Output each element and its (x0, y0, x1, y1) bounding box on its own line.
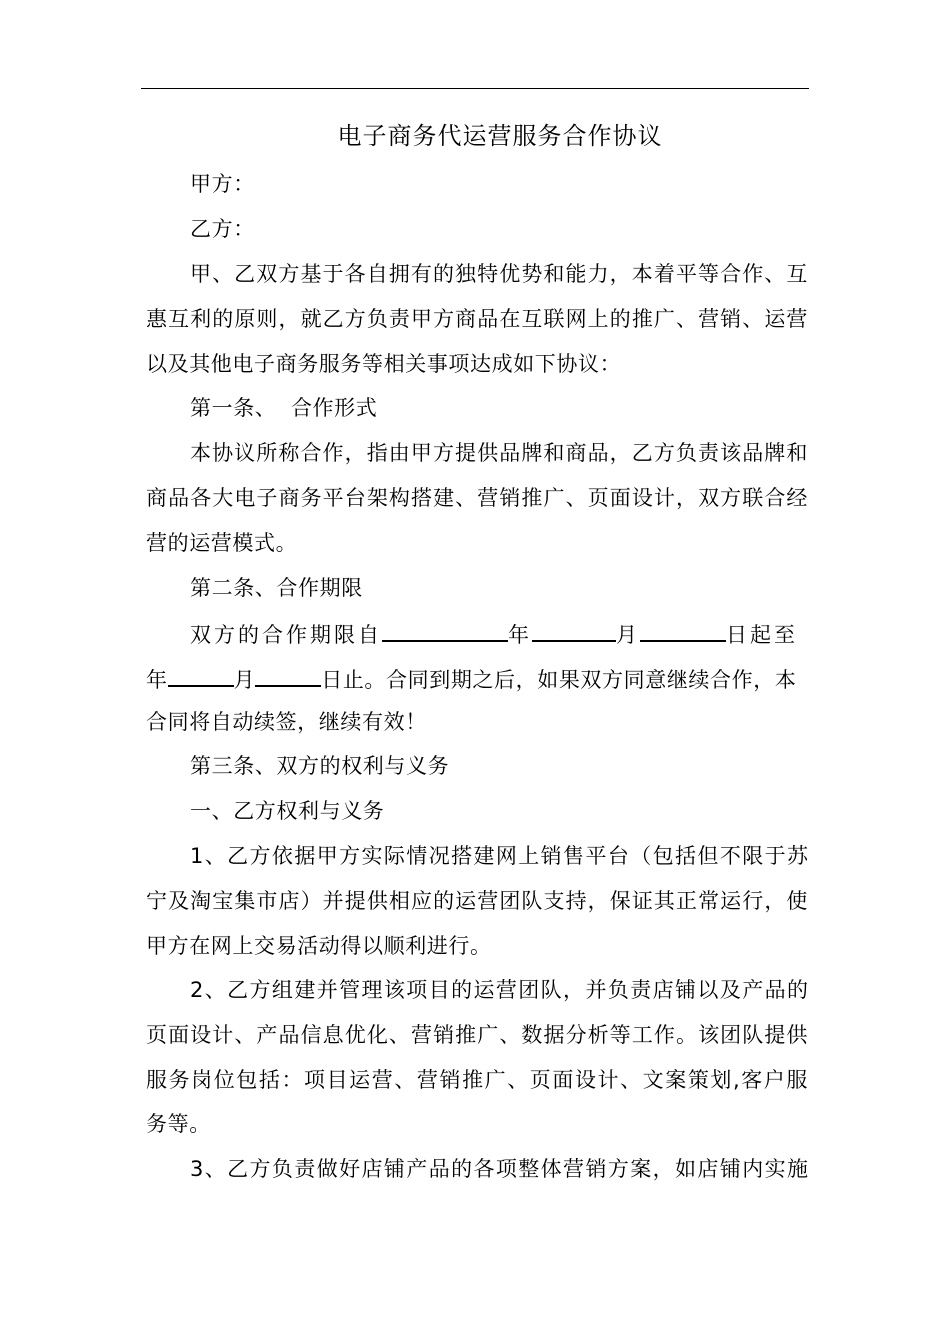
start-month-label: 月 (616, 623, 640, 647)
item-2-line-2: 页面设计、产品信息优化、营销推广、数据分析等工作。该团队提供 (146, 1023, 808, 1047)
item-2-line-1: 2、乙方组建并管理该项目的运营团队，并负责店铺以及产品的 (190, 978, 808, 1002)
intro-line-1: 甲、乙双方基于各自拥有的独特优势和能力，本着平等合作、互 (190, 262, 808, 286)
article-2-line-2 (146, 661, 796, 696)
start-year-label: 年 (508, 623, 532, 647)
party-a-label: 甲方： (190, 172, 255, 196)
document-title: 电子商务代运营服务合作协议 (337, 122, 663, 150)
article-2-heading: 第二条、合作期限 (190, 576, 363, 600)
article-1-line-3: 营的运营模式。 (146, 531, 298, 555)
item-1-line-2: 宁及淘宝集市店）并提供相应的运营团队支持，保证其正常运行，使 (146, 889, 808, 913)
end-year-label: 年 (146, 668, 168, 692)
end-month-blank[interactable] (168, 661, 234, 687)
item-1-line-1: 1、乙方依据甲方实际情况搭建网上销售平台（包括但不限于苏 (190, 844, 808, 868)
article-1-line-2: 商品各大电子商务平台架构搭建、营销推广、页面设计，双方联合经 (146, 486, 808, 510)
item-2-line-3: 服务岗位包括：项目运营、营销推广、页面设计、文案策划,客户服 (146, 1068, 808, 1092)
header-rule (141, 88, 809, 89)
article-1-line-1: 本协议所称合作，指由甲方提供品牌和商品，乙方负责该品牌和 (190, 441, 808, 465)
end-month-label: 月 (233, 668, 256, 692)
party-b-rights-heading: 一、乙方权利与义务 (190, 799, 385, 823)
start-day-to-label: 日起至 (726, 623, 798, 647)
term-from-text: 双方的合作期限自 (190, 623, 382, 647)
start-year-blank[interactable] (382, 616, 508, 642)
intro-line-2: 惠互利的原则，就乙方负责甲方商品在互联网上的推广、营销、运营 (146, 307, 808, 331)
item-1-line-3: 甲方在网上交易活动得以顺利进行。 (146, 934, 492, 958)
article-2-line-3: 合同将自动续签，继续有效！ (146, 710, 427, 734)
article-2-line-1 (190, 616, 798, 651)
end-day-blank[interactable] (255, 661, 321, 687)
intro-line-3: 以及其他电子商务服务等相关事项达成如下协议： (146, 352, 622, 376)
start-day-blank[interactable] (640, 616, 726, 642)
article-1-heading: 第一条、 合作形式 (190, 396, 378, 420)
item-2-line-4: 务等。 (146, 1112, 211, 1136)
end-rest-text: 日止。合同到期之后，如果双方同意继续合作，本 (321, 668, 797, 692)
start-month-blank[interactable] (532, 616, 616, 642)
article-3-heading: 第三条、双方的权利与义务 (190, 754, 450, 778)
party-b-label: 乙方： (190, 217, 255, 241)
item-3-line-1: 3、乙方负责做好店铺产品的各项整体营销方案，如店铺内实施 (190, 1157, 808, 1181)
